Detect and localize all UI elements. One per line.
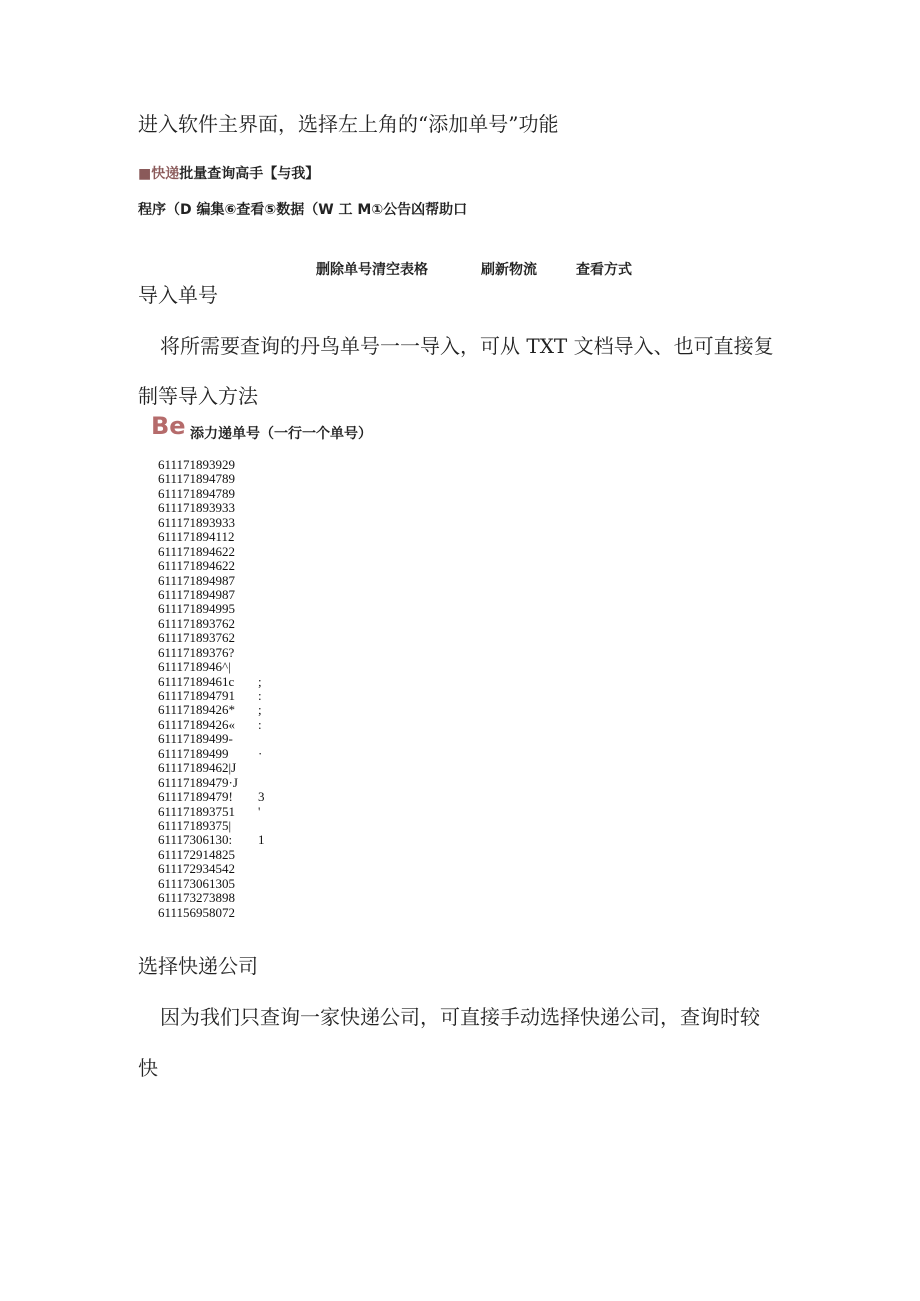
list-item xyxy=(158,574,318,588)
list-item xyxy=(158,819,318,833)
tracking-number: 61117189375| xyxy=(158,817,232,833)
tracking-number: 611171893762 xyxy=(158,630,236,646)
list-item xyxy=(158,747,318,761)
list-item xyxy=(158,776,318,790)
tracking-number: 611171894789 xyxy=(158,471,236,487)
tracking-number: 611171893933 xyxy=(158,500,236,516)
tracking-number: 611171894995 xyxy=(158,601,236,617)
clear-table-button[interactable]: 删除单号清空表格 xyxy=(316,262,428,278)
tracking-number: 611171893929 xyxy=(158,457,236,472)
tracking-number: 61117189499- xyxy=(158,731,233,747)
list-item xyxy=(158,689,318,703)
tracking-number: 61117189479·J xyxy=(158,774,238,790)
list-item xyxy=(158,602,318,616)
tracking-mark: : xyxy=(258,716,262,732)
app-logo-icon: Be xyxy=(151,412,186,440)
tracking-number: 611171894987 xyxy=(158,586,236,602)
list-item xyxy=(158,458,318,472)
tracking-mark: : xyxy=(258,688,262,703)
list-item xyxy=(158,646,318,660)
tracking-number: 6111718946^| xyxy=(158,659,231,675)
list-item xyxy=(158,761,318,775)
list-item xyxy=(158,891,318,905)
list-item xyxy=(158,660,318,674)
intro-paragraph: 进入软件主界面，选择左上角的“添加单号”功能 xyxy=(138,112,559,136)
company-body-line2: 快 xyxy=(138,1056,158,1080)
tracking-number: 611171894622 xyxy=(158,558,236,574)
list-item xyxy=(158,588,318,602)
company-body-line1: 因为我们只查询一家快递公司，可直接手动选择快递公司，查询时较 xyxy=(160,1005,760,1029)
title-highlight: 快递 xyxy=(151,166,180,182)
tracking-mark: ; xyxy=(258,673,262,689)
tracking-number: 611171894112 xyxy=(158,529,235,545)
import-heading: 导入单号 xyxy=(138,283,218,307)
tracking-number: 611172934542 xyxy=(158,861,236,877)
list-item xyxy=(158,545,318,559)
view-mode-button[interactable]: 查看方式 xyxy=(576,262,632,278)
list-item xyxy=(158,617,318,631)
tracking-number: 61117306130: xyxy=(158,832,233,848)
tracking-mark: ' xyxy=(258,803,261,819)
tracking-mark: · xyxy=(258,745,263,761)
tracking-number: 611173273898 xyxy=(158,890,236,906)
list-item xyxy=(158,833,318,847)
list-item xyxy=(158,472,318,486)
list-item xyxy=(158,501,318,515)
list-item xyxy=(158,732,318,746)
import-body-line1: 将所需要查询的丹鸟单号一一导入，可从 TXT 文档导入、也可直接复 xyxy=(160,334,774,358)
list-item xyxy=(158,559,318,573)
tracking-number: 611171893751 xyxy=(158,803,236,819)
import-body-line2: 制等导入方法 xyxy=(138,384,258,408)
tracking-number: 61117189376? xyxy=(158,644,235,660)
list-item xyxy=(158,877,318,891)
tracking-number: 611171894987 xyxy=(158,572,236,588)
tracking-mark: 3 xyxy=(258,789,265,805)
tracking-number: 611156958072 xyxy=(158,904,236,920)
tracking-number: 611172914825 xyxy=(158,846,236,862)
list-item xyxy=(158,906,318,920)
list-item xyxy=(158,862,318,876)
tracking-number: 611171894622 xyxy=(158,543,236,559)
list-item xyxy=(158,516,318,530)
company-heading: 选择快递公司 xyxy=(138,954,258,978)
tracking-number: 611171893762 xyxy=(158,615,236,631)
list-item xyxy=(158,703,318,717)
tracking-number: 61117189499 xyxy=(158,745,229,761)
menu-bar[interactable]: 程序（D 编集⑥查看⑤数据（W 工 M①公告凶帮助口 xyxy=(138,202,468,218)
list-item xyxy=(158,487,318,501)
title-bullet-icon: ■ xyxy=(138,166,152,182)
tracking-number: 611171894789 xyxy=(158,485,236,501)
tracking-number: 611171894791 xyxy=(158,688,236,703)
list-item xyxy=(158,675,318,689)
list-item xyxy=(158,718,318,732)
list-item xyxy=(158,805,318,819)
tracking-mark: 1 xyxy=(258,832,265,848)
refresh-logistics-button[interactable]: 刷新物流 xyxy=(481,262,537,278)
window-title xyxy=(138,163,319,183)
tracking-number: 61117189426« xyxy=(158,716,236,732)
list-item xyxy=(158,848,318,862)
tracking-number: 611171893933 xyxy=(158,514,236,530)
tracking-number: 61117189479! xyxy=(158,789,233,805)
title-rest: 批量查询高手【与我】 xyxy=(179,166,320,182)
tracking-mark: ; xyxy=(258,702,262,718)
tracking-number: 61117189462|J xyxy=(158,760,237,776)
list-item xyxy=(158,530,318,544)
tracking-number: 61117189426* xyxy=(158,702,236,718)
list-item xyxy=(158,631,318,645)
tracking-number: 611173061305 xyxy=(158,875,236,891)
add-tracking-label: 添力递单号（一行一个单号） xyxy=(190,426,372,442)
tracking-number: 61117189461c xyxy=(158,673,235,689)
tracking-number-list[interactable] xyxy=(158,458,318,920)
list-item xyxy=(158,790,318,804)
